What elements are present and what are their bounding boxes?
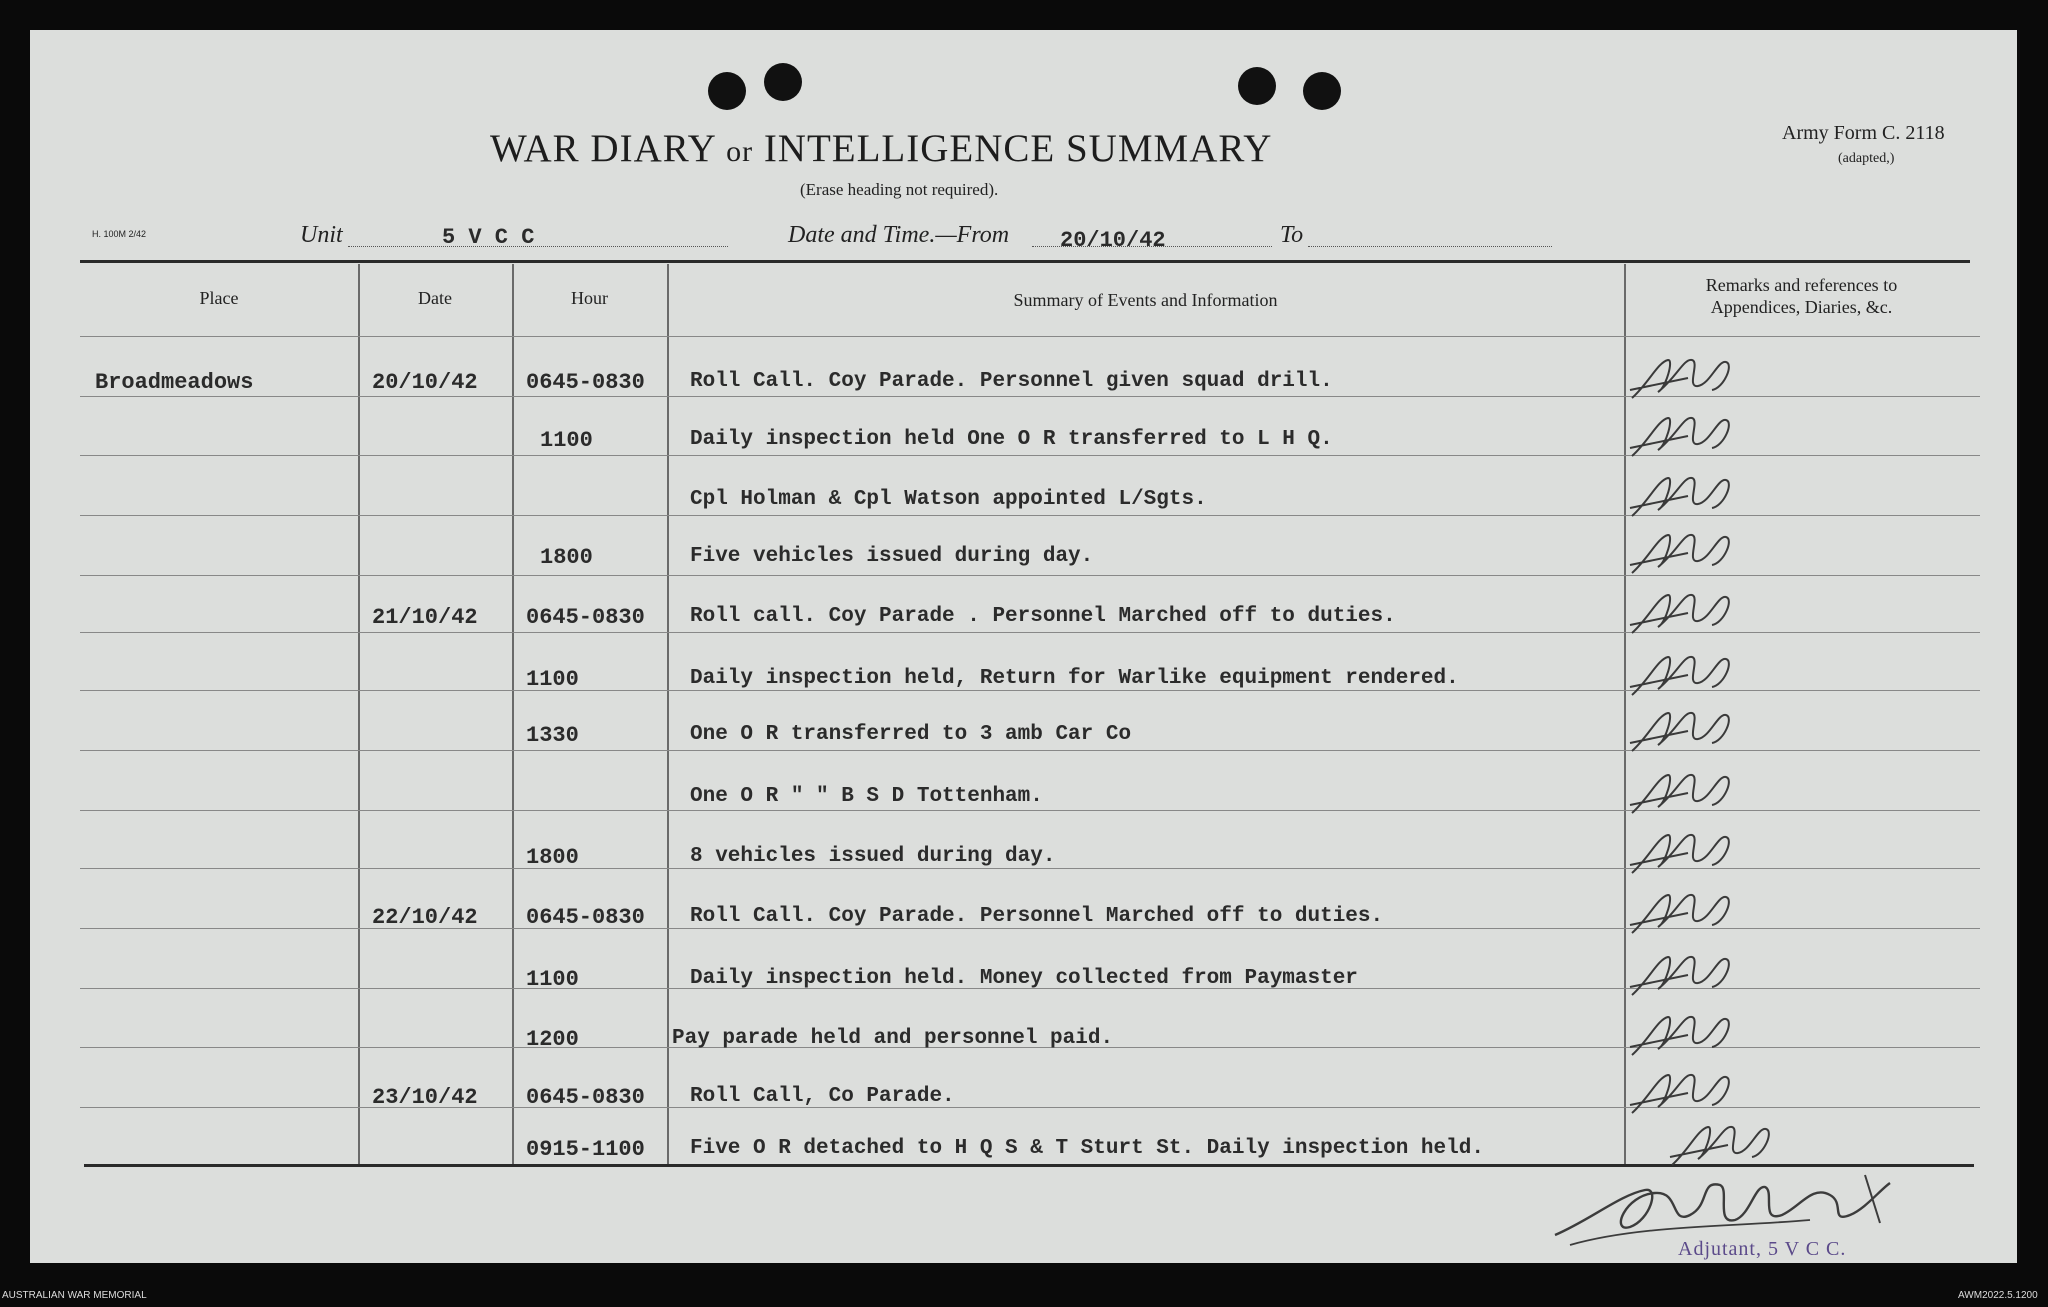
entry-date: 21/10/42 [372,605,478,630]
entry-hour: 0645-0830 [526,605,645,630]
entry-hour: 1100 [526,967,579,992]
punch-hole [1303,72,1341,110]
row-rule [80,336,1980,337]
entry-date: 23/10/42 [372,1085,478,1110]
to-dotted-line [1308,246,1552,247]
column-divider [667,264,669,1164]
document-subtitle: (Erase heading not required). [800,180,999,199]
entry-date: 22/10/42 [372,905,478,930]
footer-right: AWM2022.5.1200 [1958,1290,2038,1301]
entry-hour: 1800 [540,545,593,570]
entry-hour: 0645-0830 [526,1085,645,1110]
punch-hole [764,63,802,101]
entry-hour: 0645-0830 [526,370,645,395]
remarks-initial-mark [1628,645,1738,705]
column-header-summary: Summary of Events and Information [1013,290,1278,310]
remarks-initial-mark [1628,348,1738,408]
remarks-initial-mark [1628,1063,1738,1123]
to-label: To [1280,222,1304,248]
column-divider [1624,264,1626,1164]
remarks-initial-mark [1628,701,1738,761]
remarks-initial-mark [1628,823,1738,883]
entry-hour: 1100 [526,667,579,692]
column-header-remarks [1624,274,1979,318]
entry-summary: Daily inspection held. Money collected from Paymaster [690,967,1358,990]
entry-hour: 1200 [526,1027,579,1052]
unit-value: 5 V C C [442,225,535,250]
entry-hour: 1800 [526,845,579,870]
title-left: WAR DIARY [490,127,716,170]
entry-summary: Roll call. Coy Parade . Personnel Marched off to duties. [690,605,1396,628]
unit-dotted-line [348,246,728,247]
remarks-initial-mark [1628,883,1738,943]
remarks-initial-mark [1628,406,1738,466]
form-reference-note: (adapted,) [1838,151,1895,166]
column-header-hour: Hour [571,288,608,308]
date-time-label: Date and Time.—From [788,222,1010,248]
entry-summary: Cpl Holman & Cpl Watson appointed L/Sgts. [690,488,1207,511]
entry-summary: 8 vehicles issued during day. [690,845,1056,868]
remarks-initial-mark [1628,1005,1738,1065]
entry-summary: One O R transferred to 3 amb Car Co [690,723,1132,746]
remarks-initial-mark [1628,763,1738,823]
date-from-value: 20/10/42 [1060,228,1166,253]
entry-hour: 1330 [526,723,579,748]
footer-left: AUSTRALIAN WAR MEMORIAL [2,1290,147,1301]
entry-summary: Pay parade held and personnel paid. [672,1027,1114,1050]
entry-hour: 1100 [540,428,593,453]
column-header-place: Place [199,288,239,308]
remarks-header-line1: Remarks and references to [1705,275,1898,295]
entry-summary: Daily inspection held One O R transferred to L H Q. [690,428,1333,451]
entry-summary: Five O R detached to H Q S & T Sturt St. Daily inspection held. [690,1137,1484,1160]
entry-date: 20/10/42 [372,370,478,395]
entry-summary: Daily inspection held, Return for Warlike equipment rendered. [690,667,1459,690]
entry-summary: Roll Call. Coy Parade. Personnel Marched off to duties. [690,905,1384,928]
column-divider [358,264,360,1164]
unit-label: Unit [300,222,343,248]
print-code: H. 100M 2/42 [92,229,147,239]
adjutant-stamp: Adjutant, 5 V C C. [1678,1238,1847,1260]
remarks-initial-mark [1628,466,1738,526]
table-top-rule [80,260,1970,263]
entry-summary: One O R " " B S D Tottenham. [690,785,1043,808]
column-divider [512,264,514,1164]
entry-summary: Five vehicles issued during day. [690,545,1094,568]
title-right: INTELLIGENCE SUMMARY [763,127,1273,170]
remarks-header-line2: Appendices, Diaries, &c. [1710,297,1893,317]
document-title [490,126,1272,171]
column-header-date: Date [418,288,452,308]
entry-hour: 0645-0830 [526,905,645,930]
punch-hole [1238,67,1276,105]
remarks-initial-mark [1628,945,1738,1005]
entry-summary: Roll Call, Co Parade. [690,1085,955,1108]
entry-hour: 0915-1100 [526,1137,645,1162]
form-reference: Army Form C. 2118 [1782,122,1945,144]
punch-hole [708,72,746,110]
title-or: or [726,135,754,168]
remarks-initial-mark [1628,523,1738,583]
remarks-initial-mark [1628,583,1738,643]
entry-summary: Roll Call. Coy Parade. Personnel given squad drill. [690,370,1333,393]
entry-place: Broadmeadows [95,370,254,395]
